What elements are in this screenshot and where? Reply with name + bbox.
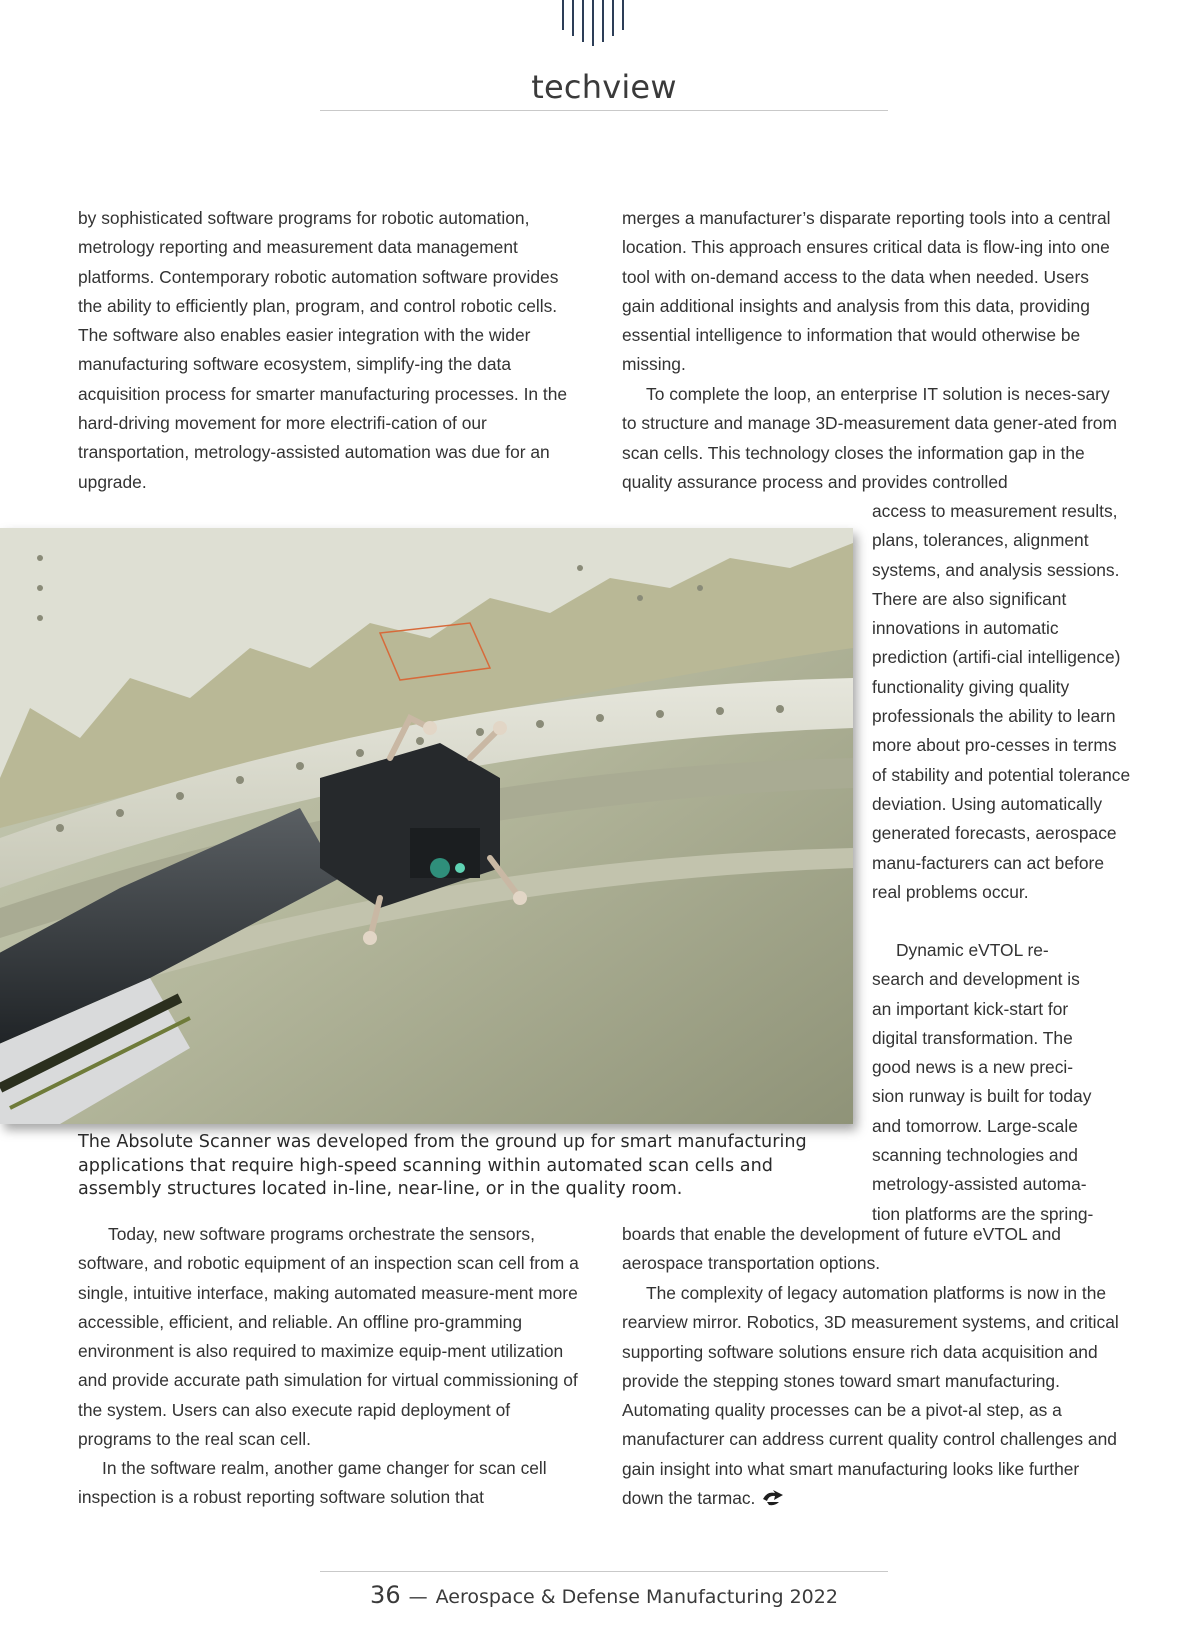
- header-divider: [320, 110, 888, 111]
- scanner-photo: [0, 528, 853, 1124]
- paragraph-text: merges a manufacturer’s disparate reporting tools into a central location. This approach ensures critical data is flow-ing into one tool with on-demand access to the data when needed. Users gain additional insights and analysis from this data, providing essential intelligence to information that would otherwise be missing.: [622, 208, 1111, 375]
- paragraph-text: To complete the loop, an enterprise IT solution is neces-sary to structure and manage 3D-measurement data gener-ated from scan cells. This technology closes the information gap in the quality assurance process and provides controlled: [622, 384, 1117, 492]
- article-paragraph: [872, 936, 1096, 1229]
- article-paragraph: [622, 1220, 1124, 1279]
- figure-caption: The Absolute Scanner was developed from the ground up for smart manufacturing applications that require high-speed scanning within automated scan cells and assembly structures located in-line, near-line, or in the quality room.: [78, 1132, 807, 1199]
- paragraph-text: The complexity of legacy automation platforms is now in the rearview mirror. Robotics, 3D measurement systems, and critical supporting software solutions ensure rich data acquisition and provide the stepping stones toward smart manufacturing. Automating quality processes can be a pivot-al step, as a manufacturer can address current quality control challenges and gain insight into what smart manufacturing looks like further down the tarmac.: [622, 1283, 1119, 1509]
- paragraph-text: boards that enable the development of future eVTOL and aerospace transportation options.: [622, 1224, 1061, 1274]
- article-paragraph: [622, 1279, 1124, 1513]
- article-paragraph: [622, 204, 1124, 380]
- article-paragraph: [872, 497, 1132, 907]
- footer-separator: —: [408, 1586, 428, 1608]
- publication-name: Aerospace & Defense Manufacturing 2022: [435, 1586, 838, 1608]
- paragraph-text: Today, new software programs orchestrate the sensors, software, and robotic equipment of an inspection scan cell from a single, intuitive interface, making automated measure-ment more accessible, efficient, and reliable. An offline pro-gramming environment is also required to maximize equip-ment utilization and provide accurate path simulation for virtual commissioning of the system. Users can also execute rapid deployment of programs to the real scan cell.: [78, 1224, 579, 1450]
- section-title: techview: [531, 68, 677, 106]
- article-paragraph: [78, 1454, 584, 1513]
- paragraph-text: access to measurement results, plans, tolerances, alignment systems, and analysis sessions. There are also significant innovations in automatic prediction (artifi-cial intelligence) functionality giving quality professionals the ability to learn more about pro-cesses in terms of stability and potential tolerance deviation. Using automatically generated forecasts, aerospace manu-facturers can act before real problems occur.: [872, 501, 1131, 902]
- paragraph-text: Dynamic eVTOL re-search and development is an important kick-start for digital transformation. The good news is a new preci-sion runway is built for today and tomorrow. Large-scale scanning technologies and metrology-assisted automa-tion platforms are the spring-: [872, 940, 1094, 1224]
- paragraph-text: by sophisticated software programs for robotic automation, metrology reporting and measurement data management platforms. Contemporary robotic automation software provides the ability to efficiently plan, program, and control robotic cells. The software also enables easier integration with the wider manufacturing software ecosystem, simplify-ing the data acquisition process for smarter manufacturing processes. In the hard-driving movement for more electrifi-cation of our transportation, metrology-assisted automation was due for an upgrade.: [78, 208, 568, 492]
- page-footer: [320, 1581, 888, 1609]
- paragraph-text: In the software realm, another game changer for scan cell inspection is a robust reporting software solution that: [78, 1458, 547, 1508]
- magazine-logo-bars: [560, 0, 640, 48]
- article-paragraph: [622, 380, 1124, 497]
- article-paragraph: [78, 204, 586, 497]
- robot-scanner-illustration: [0, 528, 853, 1124]
- article-end-icon: [761, 1490, 785, 1506]
- article-paragraph: [78, 1220, 584, 1454]
- footer-divider: [320, 1571, 888, 1572]
- page-number: 36: [370, 1581, 401, 1609]
